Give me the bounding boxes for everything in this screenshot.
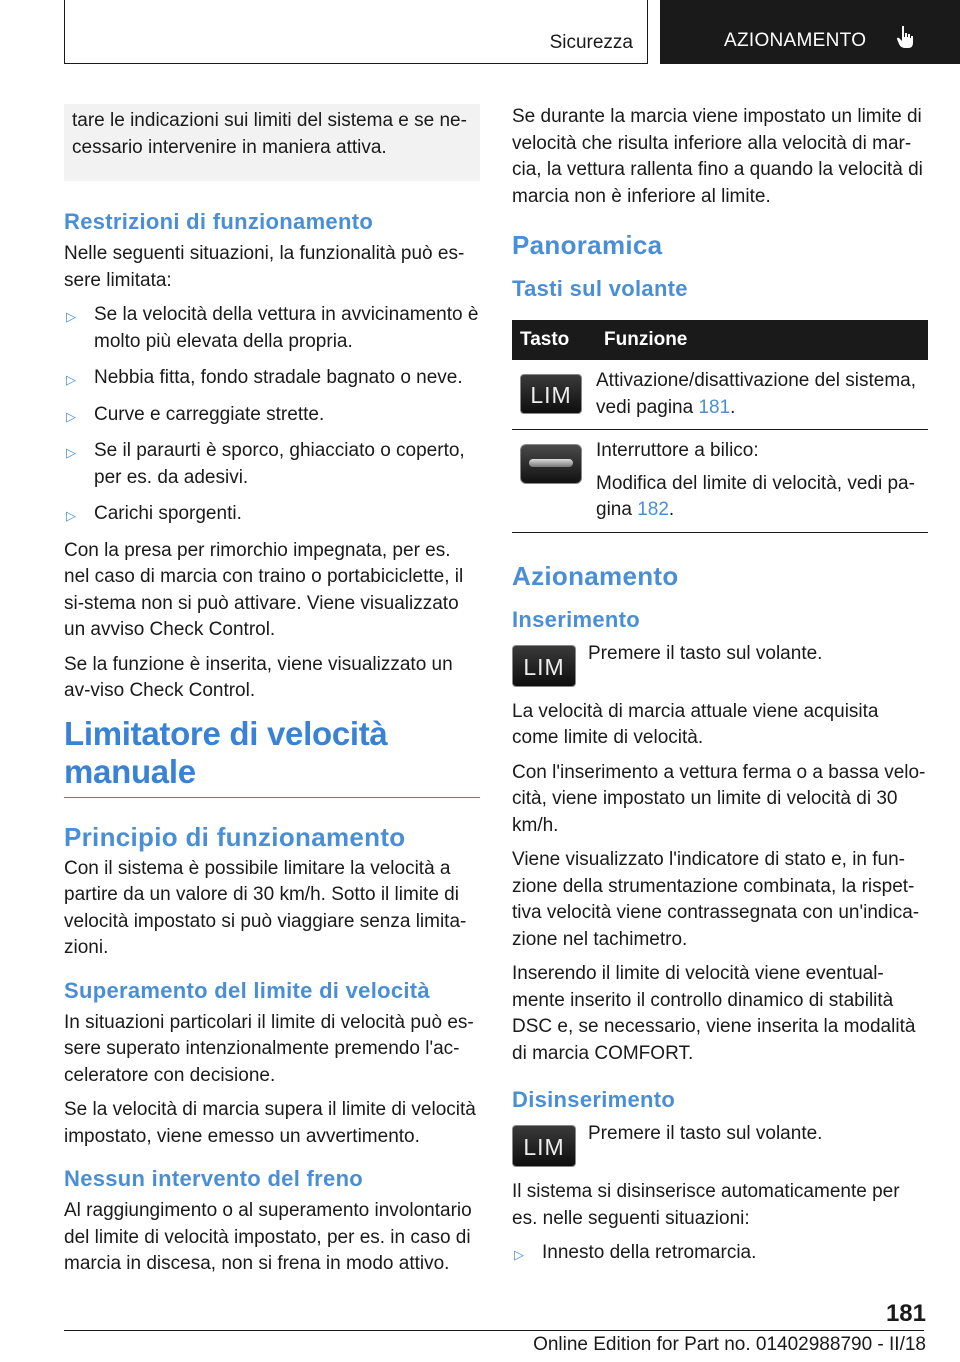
main-title: Limitatore di velocità manuale	[64, 715, 480, 798]
table-header-key: Tasto	[512, 320, 596, 360]
rocker-switch-icon	[520, 444, 582, 484]
off-instruction	[512, 1125, 928, 1167]
restrictions-list	[64, 302, 480, 528]
header-section-box	[64, 0, 648, 64]
note-text: tare le indicazioni sui limiti del sistema e se ne-cessario intervenire in maniera attiva.	[72, 110, 467, 158]
table-cell-icon	[512, 360, 596, 430]
header-section: Sicurezza	[549, 32, 633, 53]
header-chapter-box	[660, 0, 960, 64]
principle-heading: Principio di funzionamento	[64, 821, 406, 852]
exceed-heading: Superamento del limite di velocità	[64, 977, 430, 1003]
principle-text: Con il sistema è possibile limitare la velocità a partire da un valore di 30 km/h. Sotto il limite di velocità impostato si può viaggiare senza limita-zioni.	[64, 857, 467, 958]
on-para-2: Con l'inserimento a vettura ferma o a bassa velo-cità, viene impostato un limite di velocità di 30 km/h.	[512, 761, 926, 836]
table-header-row	[512, 320, 928, 360]
on-para-4: Inserendo il limite di velocità viene eventual-mente inserito il controllo dinamico di stabilità DSC e, se necessario, viene inserita la modalità di marcia COMFORT.	[512, 963, 916, 1064]
off-press-text: Premere il tasto sul volante.	[588, 1123, 823, 1144]
lim-button-icon: LIM	[512, 645, 576, 687]
list-item: ▷ Se il paraurti è sporco, ghiacciato o coperto, per es. da adesivi.	[66, 440, 465, 488]
off-para-1: Il sistema si disinserisce automaticamente per es. nelle seguenti situazioni:	[512, 1181, 900, 1229]
hand-pointer-icon	[896, 24, 918, 50]
off-list	[512, 1240, 928, 1267]
note-box	[64, 104, 480, 181]
keys-heading: Tasti sul volante	[512, 276, 688, 301]
keys-table	[512, 320, 928, 533]
footer-edition: Online Edition for Part no. 01402988790 - II/18	[533, 1334, 926, 1355]
left-column	[64, 104, 480, 1286]
triangle-bullet-icon: ▷	[66, 508, 76, 523]
table-row	[512, 360, 928, 430]
restrictions-heading: Restrizioni di funzionamento	[64, 209, 374, 234]
table-header-function: Funzione	[596, 320, 928, 360]
table-cell-function: Interruttore a bilico: Modifica del limite di velocità, vedi pa-gina 182.	[596, 430, 928, 533]
on-para-1: La velocità di marcia attuale viene acquisita come limite di velocità.	[512, 700, 879, 748]
exceed-para-2: Se la velocità di marcia supera il limite di velocità impostato, viene emesso un avvertimento.	[64, 1099, 476, 1147]
exceed-para-1: In situazioni particolari il limite di velocità può es-sere superato intenzionalmente premendo l'ac-celeratore con decisione.	[64, 1011, 474, 1086]
triangle-bullet-icon: ▷	[66, 408, 76, 424]
table-cell-function: Attivazione/disattivazione del sistema, vedi pagina 181.	[596, 360, 928, 430]
triangle-bullet-icon: ▷	[66, 309, 76, 324]
restrictions-para-2: Se la funzione è inserita, viene visualizzato un av-viso Check Control.	[64, 653, 453, 701]
header-chapter: AZIONAMENTO	[724, 30, 867, 51]
on-para-3: Viene visualizzato l'indicatore di stato e, in fun-zione della strumentazione combinata, la rispet-tiva velocità viene contrassegnata con un'indica-zione nel tachimetro.	[512, 849, 920, 950]
table-cell-icon	[512, 430, 596, 533]
off-heading: Disinserimento	[512, 1087, 676, 1112]
restrictions-para-1: Con la presa per rimorchio impegnata, per es. nel caso di marcia con traino o portabiciclette, il si-stema non si può attivare. Viene visualizzato un avviso Check Control.	[64, 539, 464, 640]
intro-text: Se durante la marcia viene impostato un limite di velocità che risulta inferiore alla velocità di mar-cia, la vettura rallenta fino a quando la velocità di marcia non è inferiore al limite.	[512, 106, 923, 207]
on-heading: Inserimento	[512, 606, 640, 632]
on-instruction	[512, 642, 928, 687]
footer-divider	[64, 1330, 924, 1331]
list-item: ▷ Carichi sporgenti.	[64, 501, 480, 528]
page-link[interactable]: 181	[698, 396, 731, 418]
triangle-bullet-icon: ▷	[514, 1247, 524, 1262]
page-link[interactable]: 182	[637, 499, 669, 520]
triangle-bullet-icon: ▷	[66, 372, 76, 387]
lim-button-icon: LIM	[512, 1125, 576, 1167]
triangle-bullet-icon: ▷	[66, 445, 76, 460]
on-press-text: Premere il tasto sul volante.	[588, 642, 823, 664]
page-number: 181	[885, 1300, 926, 1327]
right-column	[512, 104, 928, 1277]
overview-heading: Panoramica	[512, 230, 663, 260]
list-item: ▷ Nebbia fitta, fondo stradale bagnato o neve.	[64, 365, 480, 392]
operation-heading: Azionamento	[512, 560, 679, 591]
table-row	[512, 430, 928, 533]
list-item: ▷ Innesto della retromarcia.	[512, 1240, 928, 1267]
list-item: ▷ Curve e carreggiate strette.	[64, 402, 480, 429]
brake-heading: Nessun intervento del freno	[64, 1166, 364, 1191]
list-item: ▷ Se la velocità della vettura in avvicinamento è molto più elevata della propria.	[66, 304, 479, 352]
lim-button-icon: LIM	[520, 374, 582, 414]
brake-text: Al raggiungimento o al superamento involontario del limite di velocità impostato, per es. in caso di marcia in discesa, non si frena in modo attivo.	[64, 1200, 472, 1274]
restrictions-intro: Nelle seguenti situazioni, la funzionalità può es-sere limitata:	[64, 243, 465, 291]
